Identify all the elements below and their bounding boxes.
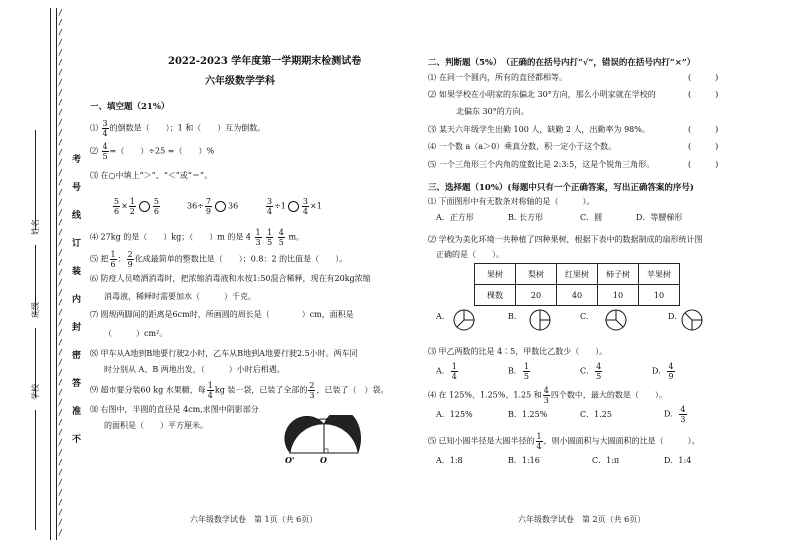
binding-word: 装 [72,267,82,277]
binding-word: 订 [72,239,82,249]
choice-4-opt-b: B．1.25% [508,410,548,419]
pie-option-d [680,308,704,332]
judge-item [428,159,654,170]
name-blank [35,130,36,230]
choice-4-opt-a: A．125% [436,410,473,419]
choice-1: ⑴ 下面图形中有无数条对称轴的是（ ）。 [428,197,595,206]
choice-1-opt-a: A．正方形 [436,213,474,222]
exam-subtitle: 六年级数学学科 [205,76,275,87]
compare-item-1: $\frac{5}{6}$ × $\frac{1}{2}$ $\frac{5}{6}$ [114,197,159,216]
class-label: 班级 [31,302,40,318]
table-cell: 红果树 [557,264,598,285]
choice-3: ⑶ 甲乙两数的比是 4∶5，甲数比乙数少（ ）。 [428,347,608,356]
question-8-line2: 时分别从 A、B 两地出发，（ ）小时后相遇。 [104,365,285,374]
judge-text: 在同一个圆内，所有的直径都相等。 [439,73,567,82]
table-cell: 10 [598,285,639,306]
choice-5: ⑸ 已知小圆半径是大圆半径的 $\frac{1}{4}$ ，则小圆面积与大圆面积的比是（ ）。 [428,432,700,451]
judge-number: ⑵ [428,90,436,99]
pie-option-a [452,308,476,332]
pie-option-b [528,308,552,332]
footer-page-2: 六年级数学试卷 第 2页（共 6页） [518,515,646,524]
compare-circle-icon [215,201,226,212]
binding-word: 封 [72,323,82,333]
table-header-row [475,264,680,285]
school-blank [35,328,36,398]
choice-3-opt-b: B． $\frac{1}{5}$ [508,362,529,381]
point-o-prime: O' [285,455,295,465]
judge-number: ⑴ [428,73,436,82]
question-2: ⑵ $\frac{4}{5}$ =（ ）÷25 =（ ）% [90,142,215,161]
choice-1-opt-b: B. 长方形 [508,213,543,222]
answer-blank[interactable]: ( ) [688,90,719,99]
footer-page-1: 六年级数学试卷 第 1页（共 6页） [190,515,318,524]
choice-5-opt-c: C．1:π [592,456,620,465]
section-choice: 三、选择题（10%）(每题中只有一个正确答案，写出正确答案的序号) [428,183,694,193]
binding-word: 密 [72,351,82,361]
table-cell: 10 [639,285,680,306]
binding-word: 线 [72,211,82,221]
judge-text: 北偏东 30°的方向。 [456,107,529,116]
binding-line-inner [56,8,57,540]
judge-text: 如果学校在小明家的东偏北 30°方向，那么小明家就在学校的 [439,90,656,99]
judge-number: ⑶ [428,125,436,134]
choice-1-opt-c: C．圆 [580,213,603,222]
point-o: O [320,455,327,465]
binding-word: 不 [72,435,82,445]
table-cell: 苹果树 [639,264,680,285]
choice-3-opt-a: A． $\frac{1}{4}$ [436,362,457,381]
table-cell: 40 [557,285,598,306]
binding-word: 号 [72,183,82,193]
question-3: ⑶ 在○中填上“＞”、“＜”或“＝”。 [90,171,213,180]
binding-word: 答 [72,379,82,389]
choice-2-opt-a: A. [436,312,445,321]
question-7-line2: （ ）cm²。 [104,329,168,338]
binding-word: 考 [72,155,82,165]
choice-2-opt-d: D. [668,312,677,321]
fraction: $\frac{3}{4}$ [102,119,108,138]
table-cell: 20 [516,285,557,306]
class-blank [35,245,36,315]
table-cell: 梨树 [516,264,557,285]
binding-word: 内 [72,295,82,305]
compare-circle-icon [288,201,299,212]
judge-text: 某天六年级学生出勤 100 人，缺勤 2 人，出勤率为 98%。 [439,125,650,134]
choice-3-opt-c: C． $\frac{4}{5}$ [580,362,602,381]
answer-blank[interactable]: ( ) [688,73,719,82]
compare-circle-icon [139,201,150,212]
question-6-line2: 消毒液，稀释时需要加水（ ）千克。 [104,292,256,301]
question-8-line1: ⑻ 甲车从A地到B地要行驶2小时，乙车从B地到A地要行驶2.5小时。两车同 [90,349,358,358]
question-4: ⑷ 27kg 的是（ ）kg；（ ）m 的是 4 $\frac{1}{3}$ $\frac{1}{5}$ $\frac{4}{5}$ m。 [90,228,305,247]
judge-item [428,106,529,117]
answer-blank[interactable]: ( ) [688,142,719,151]
binding-line-outer [50,8,51,540]
table-cell: 柿子树 [598,264,639,285]
question-1: ⑴ $\frac{3}{4}$ 的倒数是（ ）；1 和（ ）互为倒数。 [90,119,266,138]
table-cell: 果树 [475,264,516,285]
table-row [475,285,680,306]
compare-item-3: $\frac{3}{4}$ ÷1 $\frac{3}{4}$ ×1 [267,197,322,216]
answer-blank[interactable]: ( ) [688,125,719,134]
judge-item [428,72,567,83]
name-label: 姓名 [31,219,40,235]
choice-2-line2: 正确的是（ ）。 [436,250,504,259]
fraction: $\frac{4}{5}$ [102,142,108,161]
pie-option-c [604,308,628,332]
judge-text: 一个数 a（a＞0）乘真分数，积一定小于这个数。 [439,142,617,151]
judge-text: 一个三角形三个内角的度数比是 2:3:5，这是个锐角三角形。 [439,160,655,169]
question-10-line1: ⑽ 右图中，半圆的直径是 4cm,求图中阴影部分 [90,405,259,414]
semicircle-figure [282,415,372,475]
binding-word: 准 [72,407,82,417]
question-5: ⑸ 把 $\frac{1}{6}$ ： $\frac{2}{9}$ 化成最简单的整数比是（ ）；0.8：2 的比值是（ ）。 [90,250,348,269]
fruit-tree-table [474,263,680,306]
choice-5-opt-d: D．1:4 [664,456,692,465]
section-fill-blank: 一、填空题（21%） [90,102,170,112]
choice-2-opt-c: C. [580,312,589,321]
choice-2-opt-b: B. [508,312,517,321]
choice-1-opt-d: D．等腰梯形 [636,213,683,222]
school-label: 学校 [31,384,40,400]
choice-4: ⑷ 在 125%、1.25%、1.25 和 $\frac{4}{3}$ 四个数中，最大的数是（ ）。 [428,386,667,405]
choice-5-opt-a: A．1:8 [436,456,463,465]
question-9: ⑼ 超市要分装60 kg 水果糖，每 $\frac{1}{4}$ kg 装一袋，已装了全部的 $\frac{2}{3}$ ，已装了（ ）袋。 [90,381,389,400]
question-10-line2: 的面积是（ ）平方厘米。 [104,421,208,430]
section-true-false: 二、判断题（5%） （正确的在括号内打“√”，错误的在括号内打“×”） [428,58,696,68]
judge-number: ⑸ [428,160,436,169]
exam-title: 2022-2023 学年度第一学期期末检测试卷 [168,56,362,67]
question-6-line1: ⑹ 防疫人员喷洒消毒时，把浓缩消毒液和水按1:50混合稀释，现在有20kg浓缩 [90,274,371,283]
choice-4-opt-c: C．1.25 [580,410,612,419]
judge-number: ⑷ [428,142,436,151]
table-cell: 棵数 [475,285,516,306]
choice-4-opt-d: D． $\frac{4}{3}$ [664,405,686,424]
number-blank [35,410,36,530]
binding-margin [0,0,60,550]
choice-3-opt-d: D． $\frac{4}{9}$ [652,362,674,381]
compare-item-2: 36÷ $\frac{7}{9}$ 36 [187,197,239,216]
answer-blank[interactable]: ( ) [688,160,719,169]
judge-item [428,124,650,135]
choice-5-opt-b: B．1:16 [508,456,540,465]
question-7-line1: ⑺ 圆规两脚间的距离是6cm时，所画圆的周长是（ ）cm，面积是 [90,310,354,319]
judge-item [428,141,616,152]
binding-dashes: / / / / / / / / / / / / / / / / / / / / / / / / / / / / / / / / / / / / / / / / / / / / / / / / / / / / / [58,8,63,537]
judge-item [428,89,656,100]
choice-2-line1: ⑵ 学校为美化环境一共种植了四种果树，根据下表中的数据制成的扇形统计图 [428,235,703,244]
